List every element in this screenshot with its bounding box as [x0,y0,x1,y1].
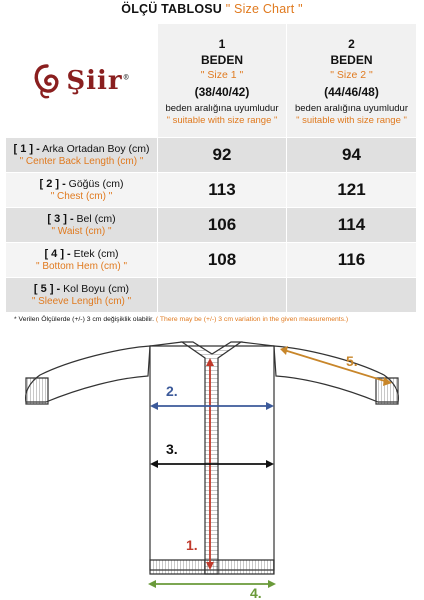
size-range-en: " suitable with size range " [166,115,278,126]
value-size-2: 94 [342,145,361,164]
table-row [6,243,416,278]
swirl-logo-icon [32,62,62,100]
title-tr: ÖLÇÜ TABLOSU [121,2,223,16]
label-3: 3. [166,441,178,457]
measure-line-5 [280,346,392,386]
brand-logo [6,24,157,137]
size-range-en: " suitable with size range " [296,115,407,126]
logo-cell [6,24,158,137]
value-size-2: 114 [337,215,366,234]
size-number: 2 [348,37,355,51]
chart-title [0,2,424,16]
measurement-label: [ 2 ] - Göğüs (cm) " Chest (cm) " [6,173,158,207]
measurement-label: [ 5 ] - Kol Boyu (cm) " Sleeve Length (cm) " [6,278,158,312]
value-size-2: 121 [337,180,366,199]
table-row [6,208,416,243]
size-range-tr: beden aralığına uyumludur [294,103,409,114]
size-range: (44/46/48) [324,85,379,99]
size-beden: BEDEN [200,53,243,67]
measurement-label: [ 4 ] - Etek (cm) " Bottom Hem (cm) " [6,243,158,277]
size-1-header [158,24,287,137]
size-beden: BEDEN [330,53,373,67]
value-size-1: 113 [158,173,287,207]
value-size-1: 108 [158,243,287,277]
table-row [6,173,416,208]
table-row [6,138,416,173]
note-en: ( There may be (+/-) 3 cm variation in the given measurements.) [155,316,349,323]
cardigan-measurement-diagram [0,330,424,600]
size-range-tr: beden aralığına uyumludur [165,103,279,114]
table-row [6,278,416,313]
label-5: 5. [346,353,358,369]
tolerance-note [14,316,414,323]
size-2-header [287,24,416,137]
size-range: (38/40/42) [194,85,250,99]
cardigan-outline [26,342,399,574]
size-en: " Size 2 " [330,69,373,81]
value-size-1: 92 [158,138,287,172]
value-size-2 [287,278,416,312]
note-tr: * Verilen Ölçülerde (+/-) 3 cm değişiklik olabilir. [14,316,154,323]
label-4: 4. [250,585,262,600]
measurement-label: [ 3 ] - Bel (cm) " Waist (cm) " [6,208,158,242]
size-table [6,24,416,313]
measurement-label: [ 1 ] - Arka Ortadan Boy (cm) " Center Back Length (cm) " [6,138,158,172]
value-size-1: 106 [158,208,287,242]
size-en: " Size 1 " [200,69,244,81]
label-2: 2. [166,383,178,399]
value-size-1 [158,278,287,312]
title-en: " Size Chart " [225,2,303,16]
size-number: 1 [218,37,226,51]
brand-name: Şiir® [66,65,131,96]
value-size-2: 116 [337,250,366,269]
label-1: 1. [186,537,198,553]
table-header-row [6,24,416,138]
